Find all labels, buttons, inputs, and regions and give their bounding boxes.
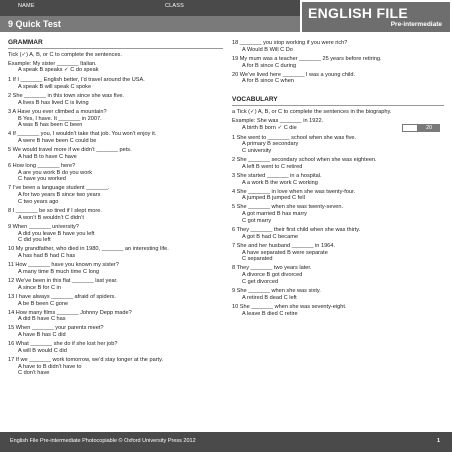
question-item	[232, 56, 444, 70]
answer-options[interactable]: A got married B has marry	[242, 211, 307, 218]
answer-options[interactable]: A had B to have C have	[18, 153, 77, 160]
question-text: 4 If _______ you, I wouldn’t take that job. You won’t enjoy it.	[8, 131, 157, 138]
question-item	[232, 288, 444, 302]
question-item	[8, 262, 223, 276]
question-text: 19 My mum was a teacher _______ 25 years before retiring.	[232, 55, 382, 62]
grammar-title: GRAMMAR	[8, 40, 223, 49]
page-number: 1	[436, 438, 440, 444]
question-text: 9 When _______ university?	[8, 223, 79, 230]
question-text: 1 If I _______ English better, I’d travel around the USA.	[8, 77, 145, 84]
question-text: 11 How _______ have you known my sister?	[8, 262, 119, 269]
question-item	[8, 246, 223, 260]
question-text: 13 I have always _______ afraid of spiders.	[8, 293, 116, 300]
question-item	[8, 131, 223, 145]
answer-options[interactable]: A many time B much time C long	[18, 268, 100, 275]
answer-options[interactable]: A got B had C became	[242, 233, 298, 240]
right-column	[232, 40, 444, 320]
answer-options[interactable]: A have separated B were separate	[242, 249, 328, 256]
left-column	[8, 40, 223, 379]
grammar-items	[8, 77, 223, 377]
grammar-example-options: A speak B speaks ✓ C do speak	[18, 67, 99, 74]
answer-options[interactable]: B Yes, I have. It _______ in 2007.	[18, 115, 102, 122]
question-text: 15 When _______ your parents meet?	[8, 325, 104, 332]
question-text: 6 How long _______ here?	[8, 162, 76, 169]
test-title-bar	[0, 16, 300, 32]
question-text: 6 They _______ their first child when she was thirty.	[232, 227, 361, 234]
question-item	[8, 163, 223, 183]
question-text: 20 We’ve lived here _______ I was a young child.	[232, 71, 356, 78]
question-item	[232, 304, 444, 318]
question-text: 10 She _______ when she was seventy-eight.	[232, 303, 347, 310]
question-item	[8, 185, 223, 205]
question-item	[8, 278, 223, 292]
question-text: 14 How many films _______ Johnny Depp made?	[8, 309, 132, 316]
answer-options[interactable]: A primary B secondary	[242, 141, 299, 148]
question-item	[8, 77, 223, 91]
answer-options[interactable]: A did you leave B have you left	[18, 230, 95, 237]
question-item	[8, 310, 223, 324]
question-item	[232, 173, 444, 187]
question-text: 7 I’ve been a language student _______.	[8, 185, 110, 192]
question-text: 4 She _______ in love when she was twenty-four.	[232, 188, 356, 195]
answer-options[interactable]: A leave B died C retire	[242, 310, 298, 317]
answer-options[interactable]: A Would B Will C Do	[242, 46, 293, 53]
question-item	[232, 204, 444, 224]
question-item	[8, 93, 223, 107]
answer-options[interactable]: A are you work B do you work	[18, 169, 92, 176]
logo-sub-text: Pre-intermediate	[390, 21, 442, 28]
header	[0, 0, 452, 30]
answer-options[interactable]: C separated	[242, 256, 273, 263]
answer-options[interactable]: C got marry	[242, 218, 272, 225]
question-item	[8, 208, 223, 222]
question-text: 5 She _______ when she was twenty-seven.	[232, 204, 344, 211]
answer-options[interactable]: A speak B will speak C spoke	[18, 83, 92, 90]
answer-options[interactable]: A was B has been C been	[18, 122, 83, 129]
question-text: 3 A Have you ever climbed a mountain?	[8, 108, 107, 115]
question-item	[232, 243, 444, 263]
answer-options[interactable]: A have B has C did	[18, 332, 66, 339]
question-item	[232, 72, 444, 86]
answer-options[interactable]: A did B have C has	[18, 316, 66, 323]
question-text: 1 She went to _______ school when she was five.	[232, 134, 357, 141]
question-text: 9 She _______ when she was sixty.	[232, 287, 321, 294]
question-item	[8, 341, 223, 355]
question-item	[232, 189, 444, 203]
vocab-example-options: A birth B born ✓ C die	[242, 124, 297, 131]
name-label: NAME	[18, 3, 35, 9]
answer-options[interactable]: C have you worked	[18, 176, 66, 183]
answer-options[interactable]: A be B been C gone	[18, 300, 69, 307]
question-item	[8, 147, 223, 161]
grammar-score-box	[402, 124, 440, 132]
score-input[interactable]	[402, 124, 418, 132]
question-text: 18 _______ you stop working if you were rich?	[232, 40, 348, 46]
answer-options[interactable]: A lives B has lived C is living	[18, 99, 89, 106]
grammar-right-items	[232, 40, 444, 85]
answer-options[interactable]: A for B since C during	[242, 62, 297, 69]
answer-options[interactable]: A won’t B wouldn’t C didn’t	[18, 214, 84, 221]
answer-options[interactable]: A a work B the work C working	[242, 179, 318, 186]
question-item	[232, 40, 444, 54]
question-item	[232, 157, 444, 171]
answer-options[interactable]: C don’t have	[18, 370, 50, 377]
question-text: 3 She started _______ in a hospital.	[232, 172, 322, 179]
answer-options[interactable]: A jumped B jumped C fell	[242, 195, 305, 202]
question-item	[8, 294, 223, 308]
footer-copyright: English File Pre-intermediate Photocopiable © Oxford University Press 2012	[10, 438, 196, 444]
question-text: 2 She _______ in this town since she was five.	[8, 92, 124, 99]
answer-options[interactable]: C get divorced	[242, 278, 279, 285]
question-text: 2 She _______ secondary school when she was eighteen.	[232, 157, 377, 164]
answer-options[interactable]: A retired B dead C left	[242, 294, 297, 301]
question-item	[232, 135, 444, 155]
answer-options[interactable]: A divorce B got divorced	[242, 272, 303, 279]
grammar-instruction: Tick (✓) A, B, or C to complete the sentences.	[8, 51, 122, 58]
english-file-logo	[302, 2, 450, 32]
test-title: 9 Quick Test	[8, 19, 61, 29]
question-text: 5 We would travel more if we didn’t _______ pets.	[8, 147, 132, 154]
answer-options[interactable]: A were B have been C could be	[18, 138, 97, 145]
question-item	[232, 227, 444, 241]
question-text: 10 My grandfather, who died in 1980, _______ an interesting life.	[8, 246, 169, 253]
question-item	[8, 325, 223, 339]
answer-options[interactable]: C university	[242, 148, 272, 155]
score-total: 20	[418, 124, 440, 132]
answer-options[interactable]: A left B went to C retired	[242, 163, 303, 170]
question-text: 12 We’ve been in this flat _______ last year.	[8, 277, 118, 284]
answer-options[interactable]: A for B since C when	[242, 78, 294, 85]
vocab-instruction: a Tick (✓) A, B, or C to complete the sentences in the biography.	[232, 109, 392, 116]
answer-options[interactable]: A for two years B since two years	[18, 192, 101, 199]
answer-options[interactable]: A since B for C in	[18, 284, 61, 291]
question-item	[8, 357, 223, 377]
answer-options[interactable]: C did you left	[18, 237, 51, 244]
question-item	[8, 109, 223, 129]
vocab-items	[232, 135, 444, 318]
name-class-bar	[0, 0, 300, 16]
logo-main-text: ENGLISH FILE	[308, 5, 409, 21]
question-text: 8 I _______ be so tired if I slept more.	[8, 208, 102, 215]
question-text: 7 She and her husband _______ in 1964.	[232, 242, 335, 249]
answer-options[interactable]: A has had B had C has	[18, 253, 76, 260]
vocab-example: Example: She was _______ in 1922.	[232, 117, 324, 124]
answer-options[interactable]: A have to B didn’t have to	[18, 363, 82, 370]
class-label: CLASS	[165, 3, 185, 9]
grammar-example: Example: My sister _______ Italian.	[8, 60, 97, 67]
answer-options[interactable]: C two years ago	[18, 199, 59, 206]
footer	[0, 432, 452, 452]
question-text: 16 What _______ she do if she lost her job?	[8, 341, 118, 348]
vocab-title: VOCABULARY	[232, 97, 444, 106]
question-item	[8, 224, 223, 244]
question-item	[232, 265, 444, 285]
question-text: 8 They _______ two years later.	[232, 265, 312, 272]
question-text: 17 If we _______ work tomorrow, we’d stay longer at the party.	[8, 356, 164, 363]
answer-options[interactable]: A will B would C did	[18, 347, 67, 354]
